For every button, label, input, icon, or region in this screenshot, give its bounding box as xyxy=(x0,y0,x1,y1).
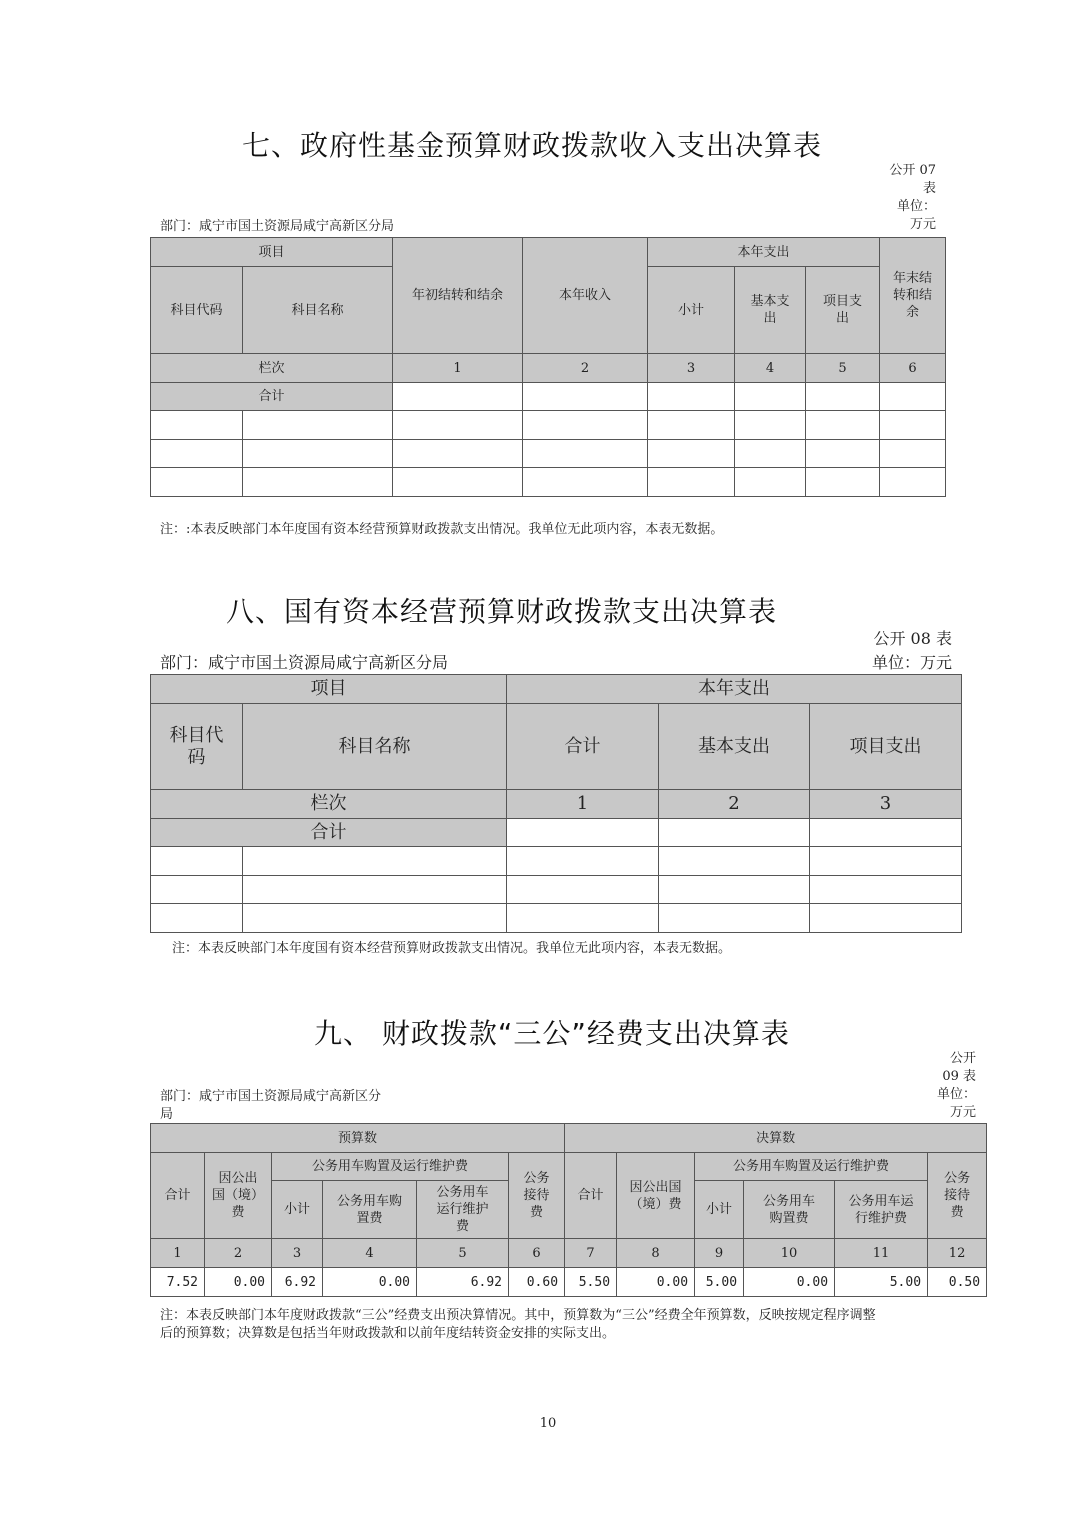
table-cell xyxy=(648,383,735,411)
s9-value-budget-car-buy: 0.00 xyxy=(323,1268,417,1297)
section7-unit-line2: 万元 xyxy=(909,217,936,232)
section7-unit-line1: 单位： xyxy=(896,199,936,214)
table-cell xyxy=(393,383,523,411)
s9-header-final-car: 公务用车购置及运行维护费 xyxy=(695,1153,928,1181)
s7-row-column-label: 栏次 xyxy=(151,354,393,383)
table-cell xyxy=(810,819,962,847)
s7-header-project: 项目支 出 xyxy=(806,267,880,354)
section7-code-line2: 表 xyxy=(922,181,936,196)
s9-col-num: 10 xyxy=(744,1239,835,1268)
s9-header-budget: 预算数 xyxy=(151,1124,565,1153)
s7-col-num: 4 xyxy=(735,354,806,383)
s9-header-budget-car-run: 公务用车 运行维护 费 xyxy=(417,1181,509,1239)
s7-col-num: 6 xyxy=(880,354,946,383)
s7-header-basic: 基本支 出 xyxy=(735,267,806,354)
s8-row-total-label: 合计 xyxy=(151,819,507,847)
s8-col-num: 3 xyxy=(810,790,962,819)
s9-col-num: 2 xyxy=(205,1239,272,1268)
s7-header-name: 科目名称 xyxy=(243,267,393,354)
s9-col-num: 12 xyxy=(928,1239,987,1268)
s9-col-num: 8 xyxy=(617,1239,695,1268)
section9-note-line2: 后的预算数；决算数是包括当年财政拨款和以前年度结转资金安排的实际支出。 xyxy=(160,1326,616,1341)
s7-col-num: 3 xyxy=(648,354,735,383)
table-cell xyxy=(659,819,810,847)
s7-header-income: 本年收入 xyxy=(523,238,648,354)
s9-col-num: 6 xyxy=(509,1239,565,1268)
s8-row-column-label: 栏次 xyxy=(151,790,507,819)
s9-value-final-total: 5.50 xyxy=(565,1268,617,1297)
s9-column-number-row xyxy=(151,1239,987,1268)
s8-header-code: 科目代 码 xyxy=(151,704,243,790)
section7-department: 部门：咸宁市国土资源局咸宁高新区分局 xyxy=(160,219,395,234)
s9-col-num: 5 xyxy=(417,1239,509,1268)
s7-col-num: 5 xyxy=(806,354,880,383)
s9-value-final-car-run: 5.00 xyxy=(835,1268,928,1297)
section8-table-code: 公开 08 表 xyxy=(873,629,952,648)
section8-table xyxy=(150,674,962,933)
s9-value-budget-reception: 0.60 xyxy=(509,1268,565,1297)
section8-title: 八、国有资本经营预算财政拨款支出决算表 xyxy=(226,595,778,628)
s8-col-num: 1 xyxy=(507,790,659,819)
table-row xyxy=(151,411,946,440)
section9-note xyxy=(160,1307,990,1343)
table-cell xyxy=(880,383,946,411)
table-row xyxy=(151,904,962,933)
s8-header-basic: 基本支出 xyxy=(659,704,810,790)
section8-unit: 单位：万元 xyxy=(871,653,952,672)
s9-value-final-abroad: 0.00 xyxy=(617,1268,695,1297)
section9-dept-line2: 局 xyxy=(160,1107,174,1122)
s9-header-budget-car: 公务用车购置及运行维护费 xyxy=(272,1153,509,1181)
s9-value-budget-total: 7.52 xyxy=(151,1268,205,1297)
s9-header-final-total: 合计 xyxy=(565,1153,617,1239)
s9-header-budget-subtotal: 小计 xyxy=(272,1181,323,1239)
s9-col-num: 3 xyxy=(272,1239,323,1268)
s8-header-item: 项目 xyxy=(151,675,507,704)
s9-header-final-car-run: 公务用车运 行维护费 xyxy=(835,1181,928,1239)
table-cell xyxy=(523,383,648,411)
section9-table xyxy=(150,1123,987,1297)
s9-value-final-car-subtotal: 5.00 xyxy=(695,1268,744,1297)
section9-dept-line1: 部门：咸宁市国土资源局咸宁高新区分 xyxy=(160,1089,382,1104)
s7-col-num: 2 xyxy=(523,354,648,383)
table-cell xyxy=(507,819,659,847)
s7-header-code: 科目代码 xyxy=(151,267,243,354)
s9-header-budget-total: 合计 xyxy=(151,1153,205,1239)
s8-header-expense: 本年支出 xyxy=(507,675,962,704)
s9-header-final-abroad: 因公出国 （境）费 xyxy=(617,1153,695,1239)
s8-header-total: 合计 xyxy=(507,704,659,790)
s9-value-budget-abroad: 0.00 xyxy=(205,1268,272,1297)
page-number: 10 xyxy=(539,1416,557,1431)
section9-title: 九、 财政拨款“三公”经费支出决算表 xyxy=(314,1017,790,1050)
table-cell xyxy=(735,383,806,411)
s9-col-num: 1 xyxy=(151,1239,205,1268)
s9-header-final-car-buy: 公务用车 购置费 xyxy=(744,1181,835,1239)
section7-code-line1: 公开 07 xyxy=(889,163,936,178)
s7-header-end-balance: 年末结 转和结 余 xyxy=(880,238,946,354)
table-row xyxy=(151,847,962,876)
s9-value-budget-car-subtotal: 6.92 xyxy=(272,1268,323,1297)
s9-value-final-car-buy: 0.00 xyxy=(744,1268,835,1297)
s7-header-item: 项目 xyxy=(151,238,393,267)
section9-table-code xyxy=(880,1050,976,1122)
s9-header-final-reception: 公务 接待 费 xyxy=(928,1153,987,1239)
s9-header-final: 决算数 xyxy=(565,1124,987,1153)
section7-note: 注：:本表反映部门本年度国有资本经营预算财政拨款支出情况。我单位无此项内容，本表无数据。 xyxy=(160,522,724,537)
s8-col-num: 2 xyxy=(659,790,810,819)
section7-title: 七、政府性基金预算财政拨款收入支出决算表 xyxy=(242,129,823,162)
s9-value-budget-car-run: 6.92 xyxy=(417,1268,509,1297)
s9-header-final-subtotal: 小计 xyxy=(695,1181,744,1239)
s9-value-final-reception: 0.50 xyxy=(928,1268,987,1297)
s9-header-budget-reception: 公务 接待 费 xyxy=(509,1153,565,1239)
s7-header-expense: 本年支出 xyxy=(648,238,880,267)
table-row xyxy=(151,440,946,468)
s8-header-name: 科目名称 xyxy=(243,704,507,790)
table-cell xyxy=(806,383,880,411)
section9-code-line2: 09 表 xyxy=(942,1069,976,1084)
s9-values-row xyxy=(151,1268,987,1297)
section8-note: 注：本表反映部门本年度国有资本经营预算财政拨款支出情况。我单位无此项内容，本表无数据。 xyxy=(172,941,732,956)
section7-table-code xyxy=(840,162,936,234)
s9-col-num: 4 xyxy=(323,1239,417,1268)
s7-col-num: 1 xyxy=(393,354,523,383)
s9-col-num: 9 xyxy=(695,1239,744,1268)
s9-header-budget-abroad: 因公出 国（境） 费 xyxy=(205,1153,272,1239)
s8-header-project: 项目支出 xyxy=(810,704,962,790)
s7-header-subtotal: 小计 xyxy=(648,267,735,354)
section7-table xyxy=(150,237,946,497)
table-row xyxy=(151,468,946,497)
section9-code-line1: 公开 xyxy=(949,1051,976,1066)
section8-department: 部门：咸宁市国土资源局咸宁高新区分局 xyxy=(160,653,449,672)
section9-unit-line2: 万元 xyxy=(949,1105,976,1120)
s9-header-budget-car-buy: 公务用车购 置费 xyxy=(323,1181,417,1239)
section9-department xyxy=(160,1088,381,1124)
s9-col-num: 7 xyxy=(565,1239,617,1268)
s9-col-num: 11 xyxy=(835,1239,928,1268)
table-row xyxy=(151,876,962,904)
section9-note-line1: 注：本表反映部门本年度财政拨款“三公”经费支出预决算情况。其中，预算数为“三公”经费全年预算数，反映按规定程序调整 xyxy=(160,1308,876,1323)
s7-header-begin-balance: 年初结转和结余 xyxy=(393,238,523,354)
section9-unit-line1: 单位： xyxy=(936,1087,976,1102)
s7-row-total-label: 合计 xyxy=(151,383,393,411)
